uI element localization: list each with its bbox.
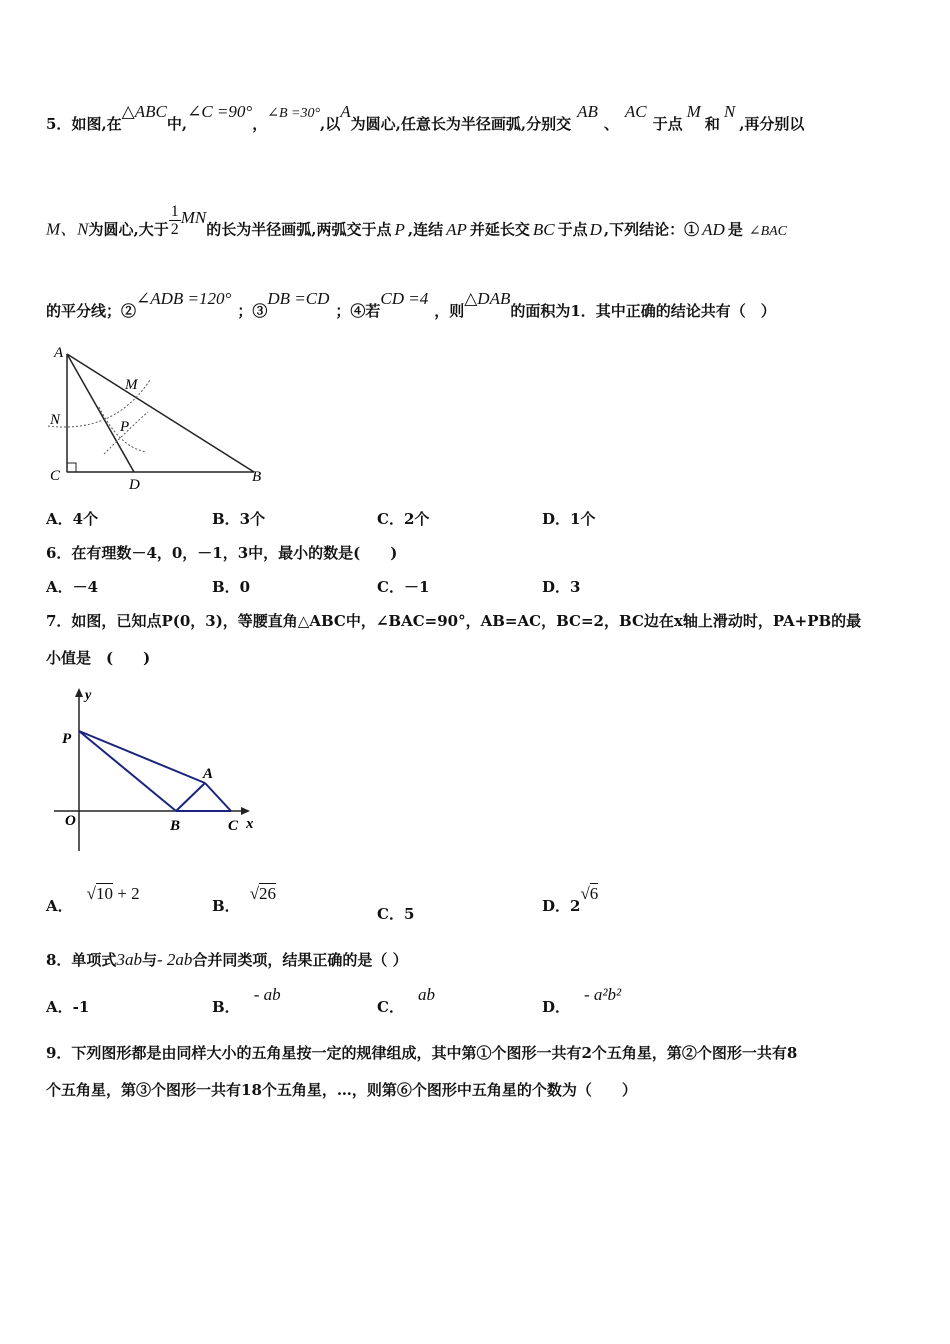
q6-stem: 6．在有理数－4，0，－1，3中，最小的数是( ) — [46, 544, 398, 562]
text: 的面积为1．其中正确的结论共有（ ） — [510, 302, 776, 320]
q7-stem-line-2: 小值是 ( ) — [46, 649, 151, 667]
q7-stem-line-1: 7．如图，已知点P(0，3)，等腰直角△ABC中，∠BAC=90°，AB=AC，BC=2，BC边在x轴上滑动时，PA+PB的最 — [46, 612, 862, 630]
math-mn: MN — [180, 207, 207, 227]
text: 是 — [727, 220, 743, 239]
text: ；④若 — [335, 302, 381, 320]
text: 为圆心,任意长为半径画弧,分别交 — [350, 115, 572, 133]
option-label: D．2 — [542, 897, 581, 915]
y-axis-arrow — [75, 688, 83, 697]
math-point-m: M — [686, 102, 701, 121]
text: 并延长交 — [469, 220, 530, 239]
label-x: x — [246, 816, 254, 832]
math-ab: ab — [417, 985, 435, 1004]
text: ；③ — [237, 302, 268, 320]
radicand: 6 — [589, 884, 599, 903]
text: 于点 — [652, 115, 683, 133]
math-point-n: N — [723, 102, 736, 121]
text: 于点 — [557, 220, 588, 239]
q8-option-d[interactable] — [542, 985, 622, 1017]
option-label: B． — [212, 998, 240, 1016]
text: 中, — [166, 115, 188, 133]
option-label: A． — [46, 897, 73, 915]
segment-ac — [205, 783, 231, 811]
label-n: N — [50, 412, 61, 428]
q9-stem-line-2: 个五角星，第③个图形一共有18个五角星，…，则第⑥个图形中五角星的个数为（ ） — [46, 1081, 637, 1099]
math-angle-adb: ∠ADB =120° — [136, 289, 232, 308]
label-c: C — [50, 468, 61, 484]
math-cd-4: CD =4 — [380, 289, 429, 308]
math-ad: AD — [702, 219, 725, 239]
label-c: C — [228, 818, 239, 834]
x-axis-arrow — [241, 807, 250, 815]
label-p: P — [62, 731, 72, 747]
text: ，则 — [434, 302, 465, 320]
label-p: P — [120, 419, 130, 435]
right-angle-mark — [67, 463, 76, 472]
q8-option-c[interactable] — [377, 985, 435, 1017]
q6-option-a[interactable]: A．－4 — [46, 578, 99, 596]
q8-option-b[interactable] — [212, 985, 281, 1017]
text: 和 — [704, 115, 720, 133]
q7-option-a[interactable] — [46, 884, 140, 916]
text: ,再分别以 — [739, 115, 805, 133]
q7-figure — [50, 686, 265, 856]
text: ,下列结论：① — [603, 220, 700, 239]
text: ， — [252, 115, 268, 133]
sqrt-sign: √ — [249, 884, 260, 903]
math-db-cd: DB =CD — [267, 289, 330, 308]
question-number: 5． — [46, 115, 72, 133]
q6-option-d[interactable]: D．3 — [542, 578, 581, 596]
radicand: 10 — [95, 884, 113, 903]
q5-option-a[interactable]: A．4个 — [46, 510, 99, 528]
label-y: y — [85, 688, 92, 703]
label-a: A — [54, 345, 64, 361]
q5-option-c[interactable]: C．2个 — [377, 510, 430, 528]
option-label: B． — [212, 897, 240, 915]
q5-line-2 — [46, 203, 788, 248]
q7-option-d[interactable] — [542, 884, 599, 916]
q6-option-c[interactable]: C．－1 — [377, 578, 430, 596]
math-point-p: P — [394, 219, 405, 239]
math-triangle-abc: △ABC — [121, 102, 167, 121]
addend: + 2 — [117, 884, 140, 903]
text: 合并同类项，结果正确的是（ ） — [192, 951, 408, 969]
segment-pb — [79, 731, 176, 811]
q8-stem — [46, 949, 408, 970]
math-neg-ab: - ab — [253, 985, 281, 1004]
fraction-denominator: 2 — [170, 221, 179, 238]
option-value — [580, 884, 598, 903]
math-point-a: A — [340, 102, 351, 121]
q6-option-b[interactable]: B．0 — [212, 578, 251, 596]
q5-option-d[interactable]: D．1个 — [542, 510, 596, 528]
q5-option-b[interactable]: B．3个 — [212, 510, 266, 528]
q7-option-c[interactable]: C．5 — [377, 905, 415, 923]
option-label: D． — [542, 998, 571, 1016]
fraction-numerator: 1 — [170, 203, 179, 220]
q5-figure — [44, 342, 276, 492]
text: 的平分线；② — [46, 302, 137, 320]
option-value — [250, 884, 276, 903]
q5-line-1 — [46, 102, 805, 134]
math-ap: AP — [446, 219, 467, 239]
text: ,以 — [320, 115, 341, 133]
segment-ad — [67, 354, 134, 472]
math-bc: BC — [532, 219, 555, 239]
text: 如图,在 — [71, 115, 122, 133]
sqrt-sign: √ — [86, 884, 96, 903]
segment-ab — [176, 783, 205, 811]
math-ab: AB — [577, 102, 598, 121]
label-m: M — [125, 377, 138, 393]
math-angle-c: ∠C =90° — [187, 102, 253, 121]
text: 与 — [141, 951, 157, 969]
q7-option-b[interactable] — [212, 884, 277, 916]
math-3ab: 3ab — [116, 950, 142, 969]
math-neg-a2b2: - a²b² — [584, 985, 622, 1004]
label-b: B — [170, 818, 181, 834]
q9-stem-line-1: 9．下列图形都是由同样大小的五角星按一定的规律组成，其中第①个图形一共有2个五角星，第②个图形一共有8 — [46, 1044, 798, 1062]
math-angle-b: ∠B =30° — [267, 106, 321, 121]
text: 为圆心,大于 — [88, 220, 169, 239]
text: 、 — [603, 115, 619, 133]
math-m-n: M、N — [46, 219, 89, 239]
math-point-d: D — [589, 219, 602, 239]
math-triangle-dab: △DAB — [464, 289, 511, 308]
text: 8．单项式 — [46, 951, 117, 969]
label-b: B — [252, 469, 262, 485]
math-neg-2ab: - 2ab — [156, 950, 193, 969]
sqrt-sign: √ — [580, 884, 590, 903]
label-d: D — [129, 477, 140, 492]
label-a: A — [203, 766, 214, 782]
radicand: 26 — [259, 884, 277, 903]
option-value — [87, 884, 140, 903]
text: ,连结 — [407, 220, 444, 239]
label-o: O — [65, 813, 76, 829]
option-label: C． — [377, 998, 404, 1016]
side-ab — [67, 354, 254, 472]
segment-pa — [79, 731, 205, 783]
fraction-half — [169, 203, 181, 238]
math-ac: AC — [624, 102, 647, 121]
text: 的长为半径画弧,两弧交于点 — [206, 220, 392, 239]
q8-option-a[interactable]: A．-1 — [46, 998, 90, 1016]
math-angle-bac: ∠BAC — [748, 223, 788, 239]
q5-line-3 — [46, 289, 776, 321]
